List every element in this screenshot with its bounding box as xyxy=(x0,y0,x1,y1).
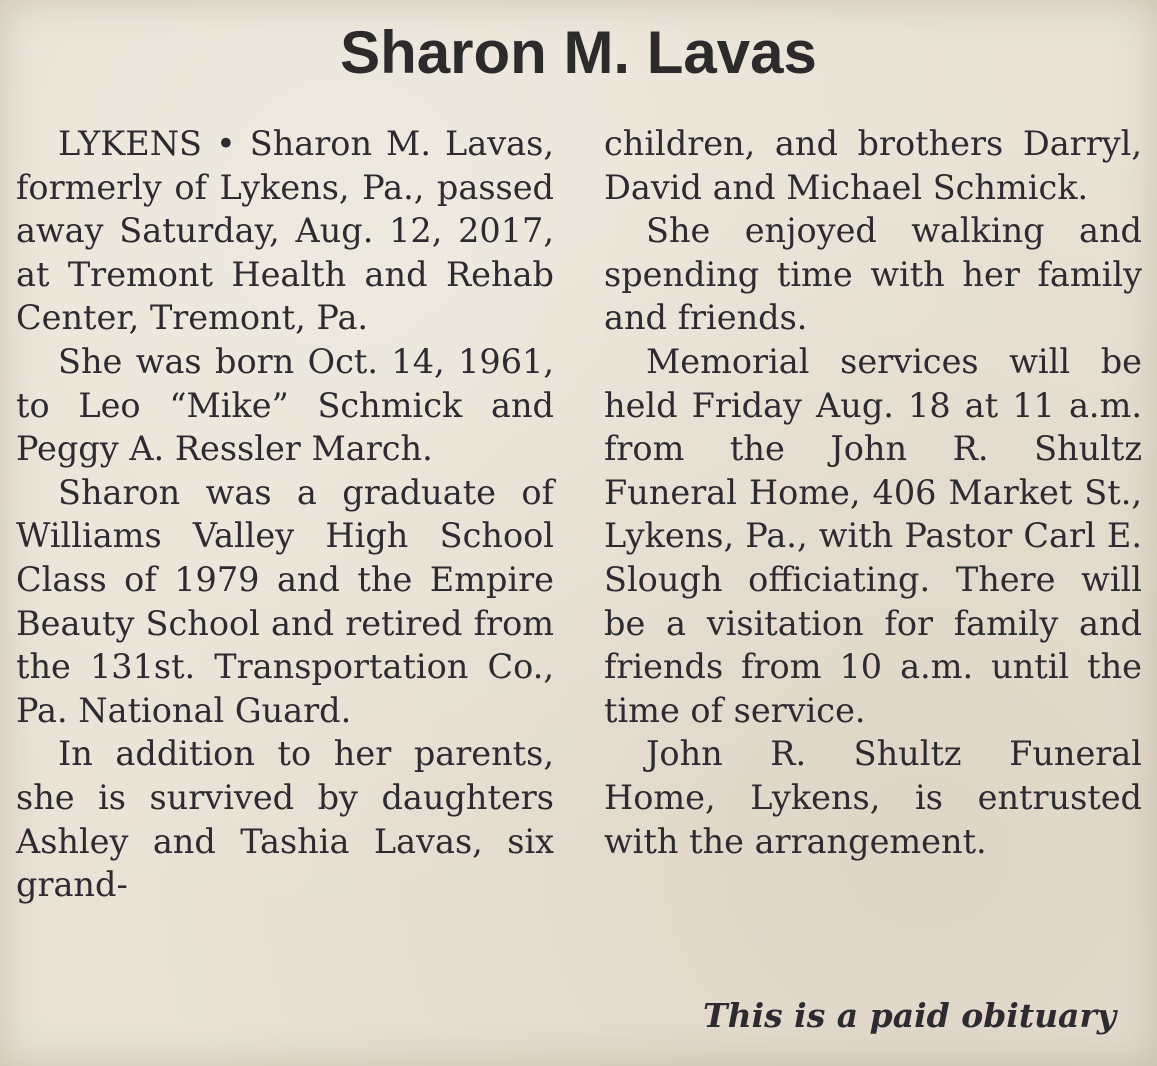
paragraph-death-notice: LYKENS • Sharon M. Lavas, formerly of Lykens, Pa., passed away Saturday, Aug. 12, 2017, at Tremont Health and Rehab Center, Tremont, Pa. xyxy=(16,124,554,338)
paragraph-survivors-continued: children, and brothers Darryl, David and Michael Schmick. xyxy=(604,124,1142,207)
paragraph-birth: She was born Oct. 14, 1961, to Leo “Mike” Schmick and Peggy A. Ressler March. xyxy=(16,341,554,469)
paragraph-hobbies: She enjoyed walking and spending time with her family and friends. xyxy=(604,211,1142,338)
right-column xyxy=(604,122,1142,863)
paragraph-services: Memorial services will be held Friday Aug. 18 at 11 a.m. from the John R. Shultz Funeral Home, 406 Market St., Lykens, Pa., with Pastor Carl E. Slough officiating. There will be a visitation for family and friends from 10 a.m. until the time of service. xyxy=(604,341,1142,730)
obituary-title: Sharon M. Lavas xyxy=(340,19,817,86)
paragraph-survivors: In addition to her parents, she is survived by daughters Ashley and Tashia Lavas, six grand- xyxy=(16,734,554,905)
paragraph-funeral-home: John R. Shultz Funeral Home, Lykens, is entrusted with the arrangement. xyxy=(604,734,1142,861)
paid-obituary-note: This is a paid obituary xyxy=(703,996,1116,1035)
left-column xyxy=(16,122,554,907)
paragraph-education: Sharon was a graduate of Williams Valley High School Class of 1979 and the Empire Beauty School and retired from the 131st. Transportation Co., Pa. National Guard. xyxy=(16,472,554,730)
